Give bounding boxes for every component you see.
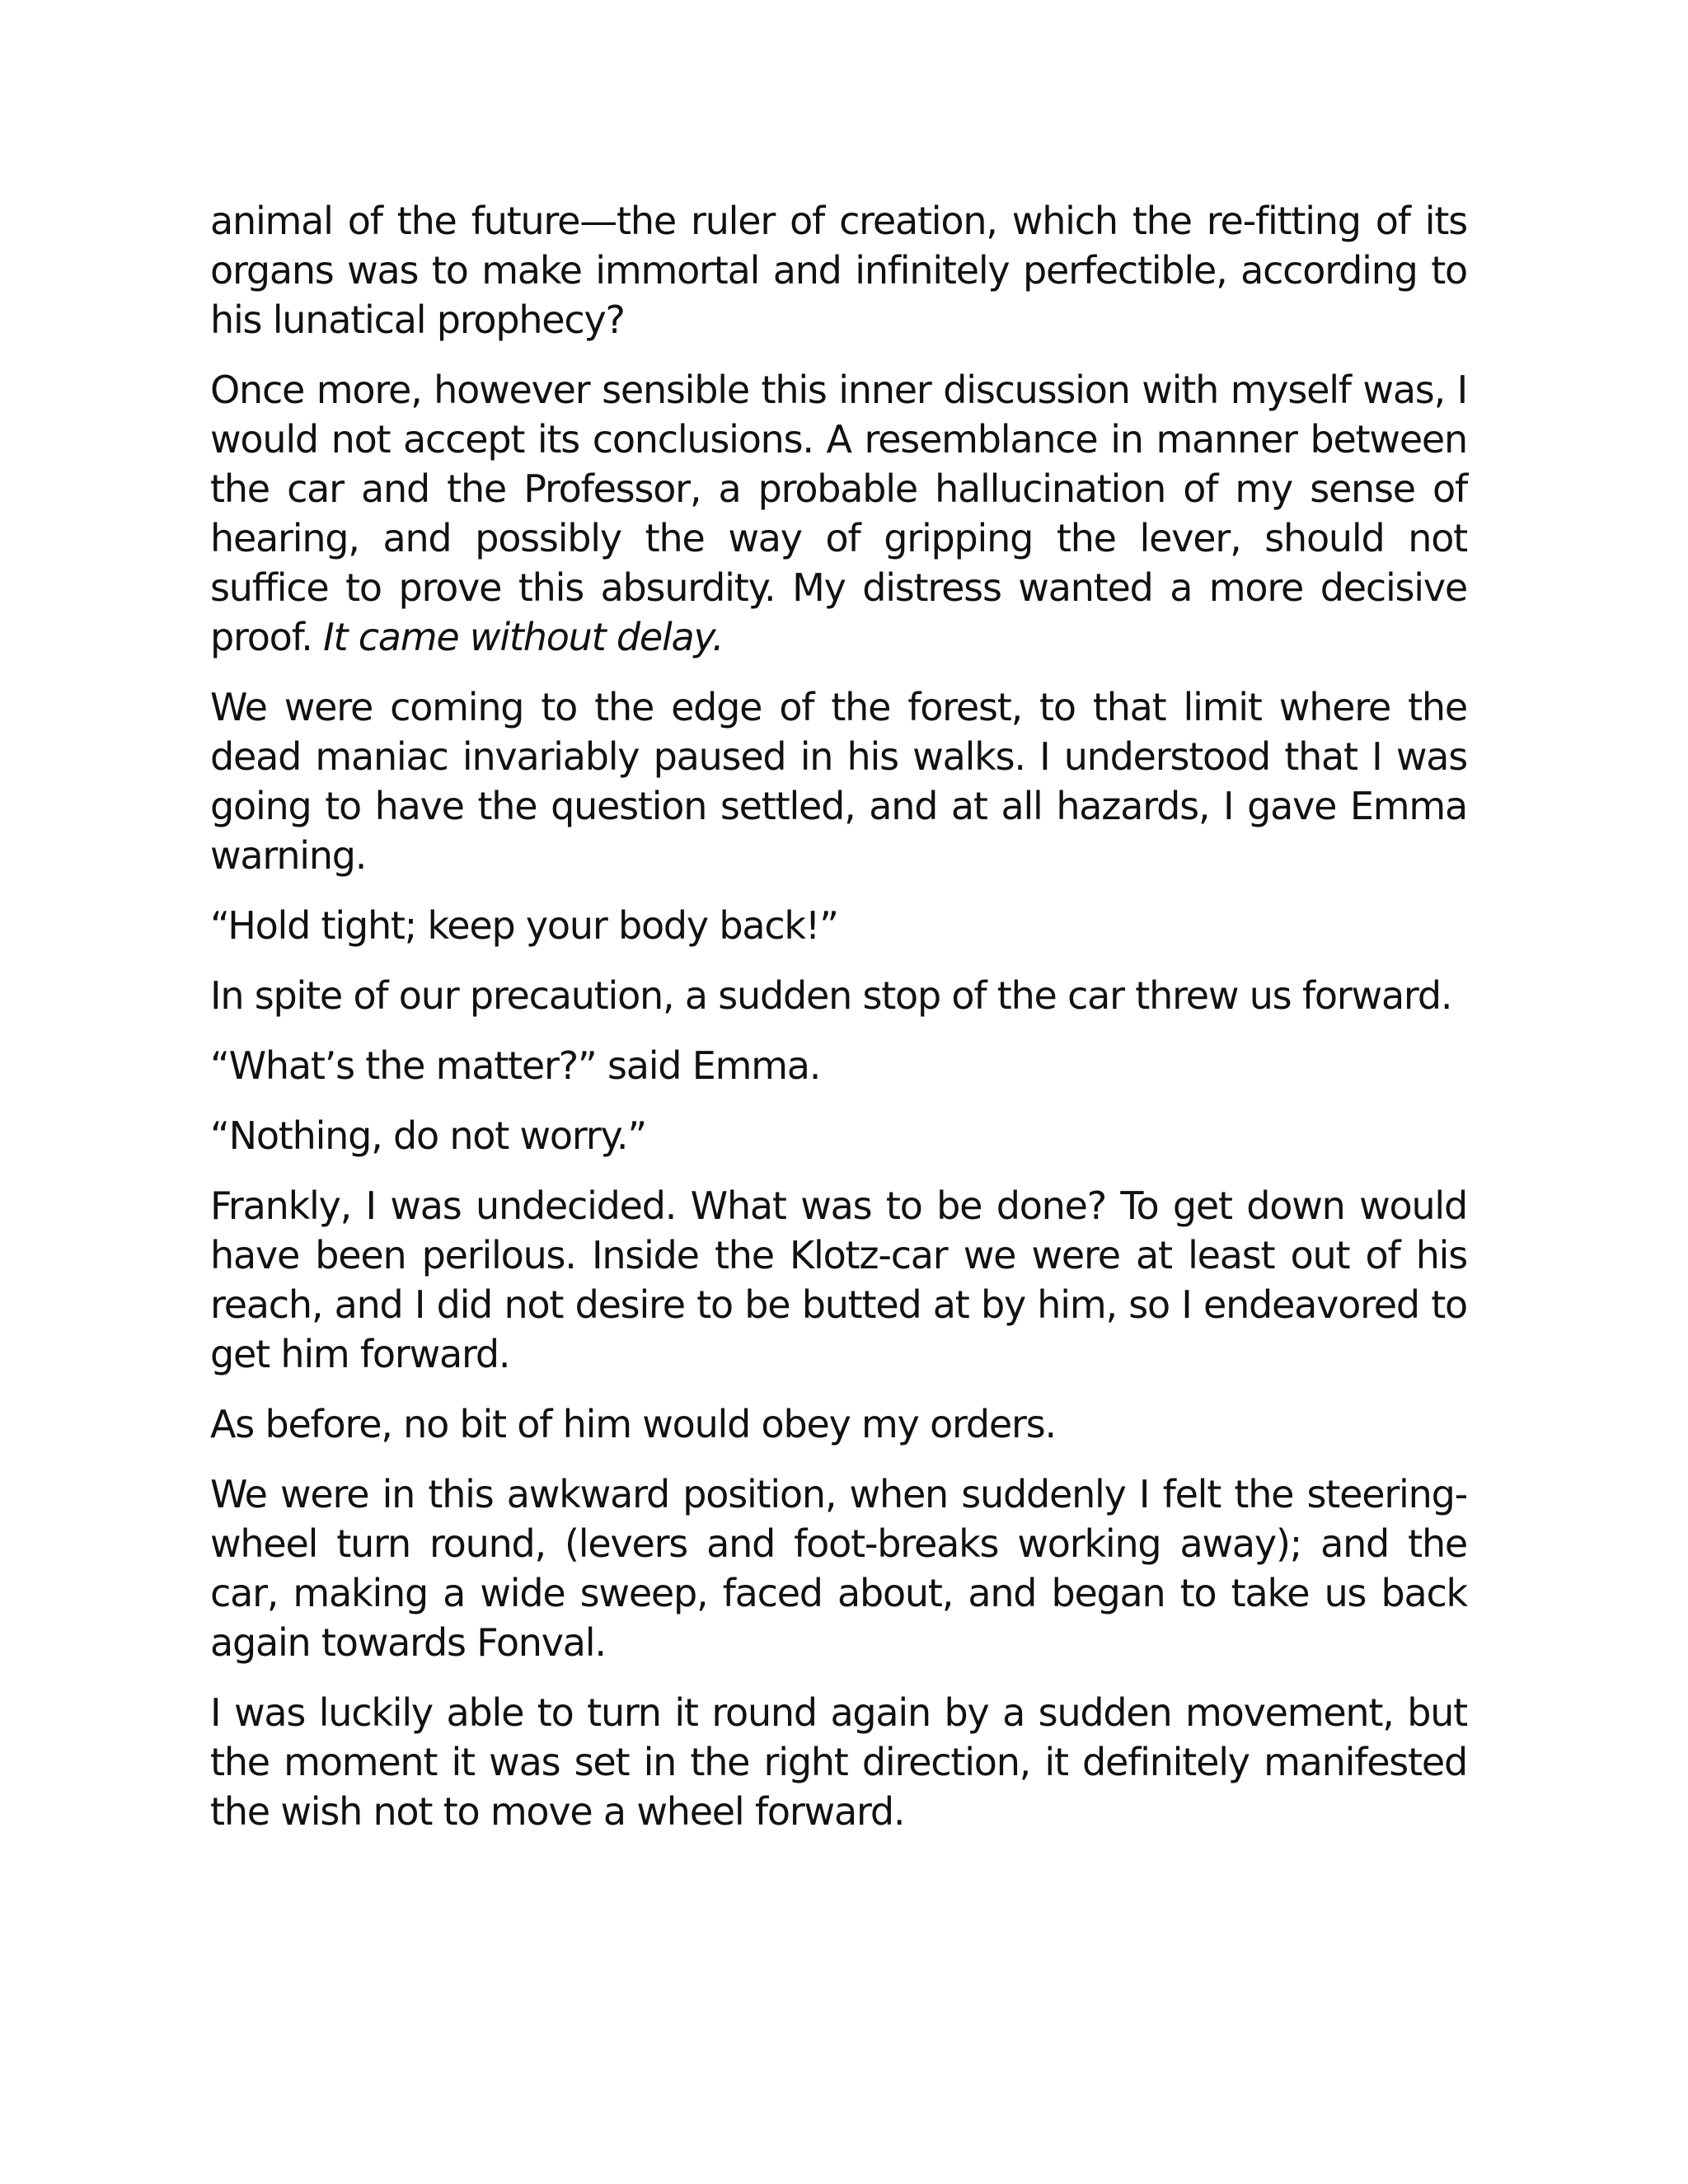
- paragraph-text: “Nothing, do not worry.”: [210, 1113, 646, 1158]
- paragraph-text: Frankly, I was undecided. What was to be done? To get down would have been perilous. Inside the Klotz-car we were at least out of his reach, and I did not desire to be butted at by him, so I endeavored to get him forward.: [210, 1183, 1467, 1376]
- paragraph-text: “Hold tight; keep your body back!”: [210, 903, 838, 948]
- paragraph-1: [210, 196, 1467, 344]
- paragraph-6: [210, 1041, 1467, 1090]
- paragraph-text: In spite of our precaution, a sudden stop of the car threw us forward.: [210, 973, 1452, 1018]
- paragraph-4: [210, 901, 1467, 950]
- paragraph-8: [210, 1181, 1467, 1379]
- paragraph-7: [210, 1111, 1467, 1160]
- paragraph-5: [210, 971, 1467, 1020]
- page-body: [210, 196, 1467, 1857]
- paragraph-italic-text: It came without delay.: [323, 615, 724, 659]
- paragraph-9: [210, 1399, 1467, 1449]
- paragraph-3: [210, 682, 1467, 880]
- paragraph-text: We were in this awkward position, when suddenly I felt the steering-wheel turn round, (levers and foot-breaks working away); and the car, making a wide sweep, faced about, and began to take us back again towards Fonval.: [210, 1472, 1467, 1665]
- paragraph-text: As before, no bit of him would obey my orders.: [210, 1402, 1056, 1446]
- paragraph-text: Once more, however sensible this inner discussion with myself was, I would not accept its conclusions. A resemblance in manner between the car and the Professor, a probable hallucination of my sense of hearing, and possibly the way of gripping the lever, should not suffice to prove this absurdity. My distress wanted a more decisive proof.: [210, 368, 1467, 659]
- paragraph-text: I was luckily able to turn it round again by a sudden movement, but the moment it was set in the right direction, it definitely manifested the wish not to move a wheel forward.: [210, 1690, 1467, 1834]
- paragraph-2: [210, 365, 1467, 662]
- paragraph-10: [210, 1469, 1467, 1667]
- paragraph-text: “What’s the matter?” said Emma.: [210, 1043, 821, 1088]
- paragraph-text: We were coming to the edge of the forest, to that limit where the dead maniac invariably paused in his walks. I understood that I was going to have the question settled, and at all hazards, I gave Emma warning.: [210, 685, 1467, 878]
- paragraph-11: [210, 1688, 1467, 1836]
- paragraph-text: animal of the future—the ruler of creation, which the re-fitting of its organs was to make immortal and infinitely perfectible, according to his lunatical prophecy?: [210, 199, 1467, 342]
